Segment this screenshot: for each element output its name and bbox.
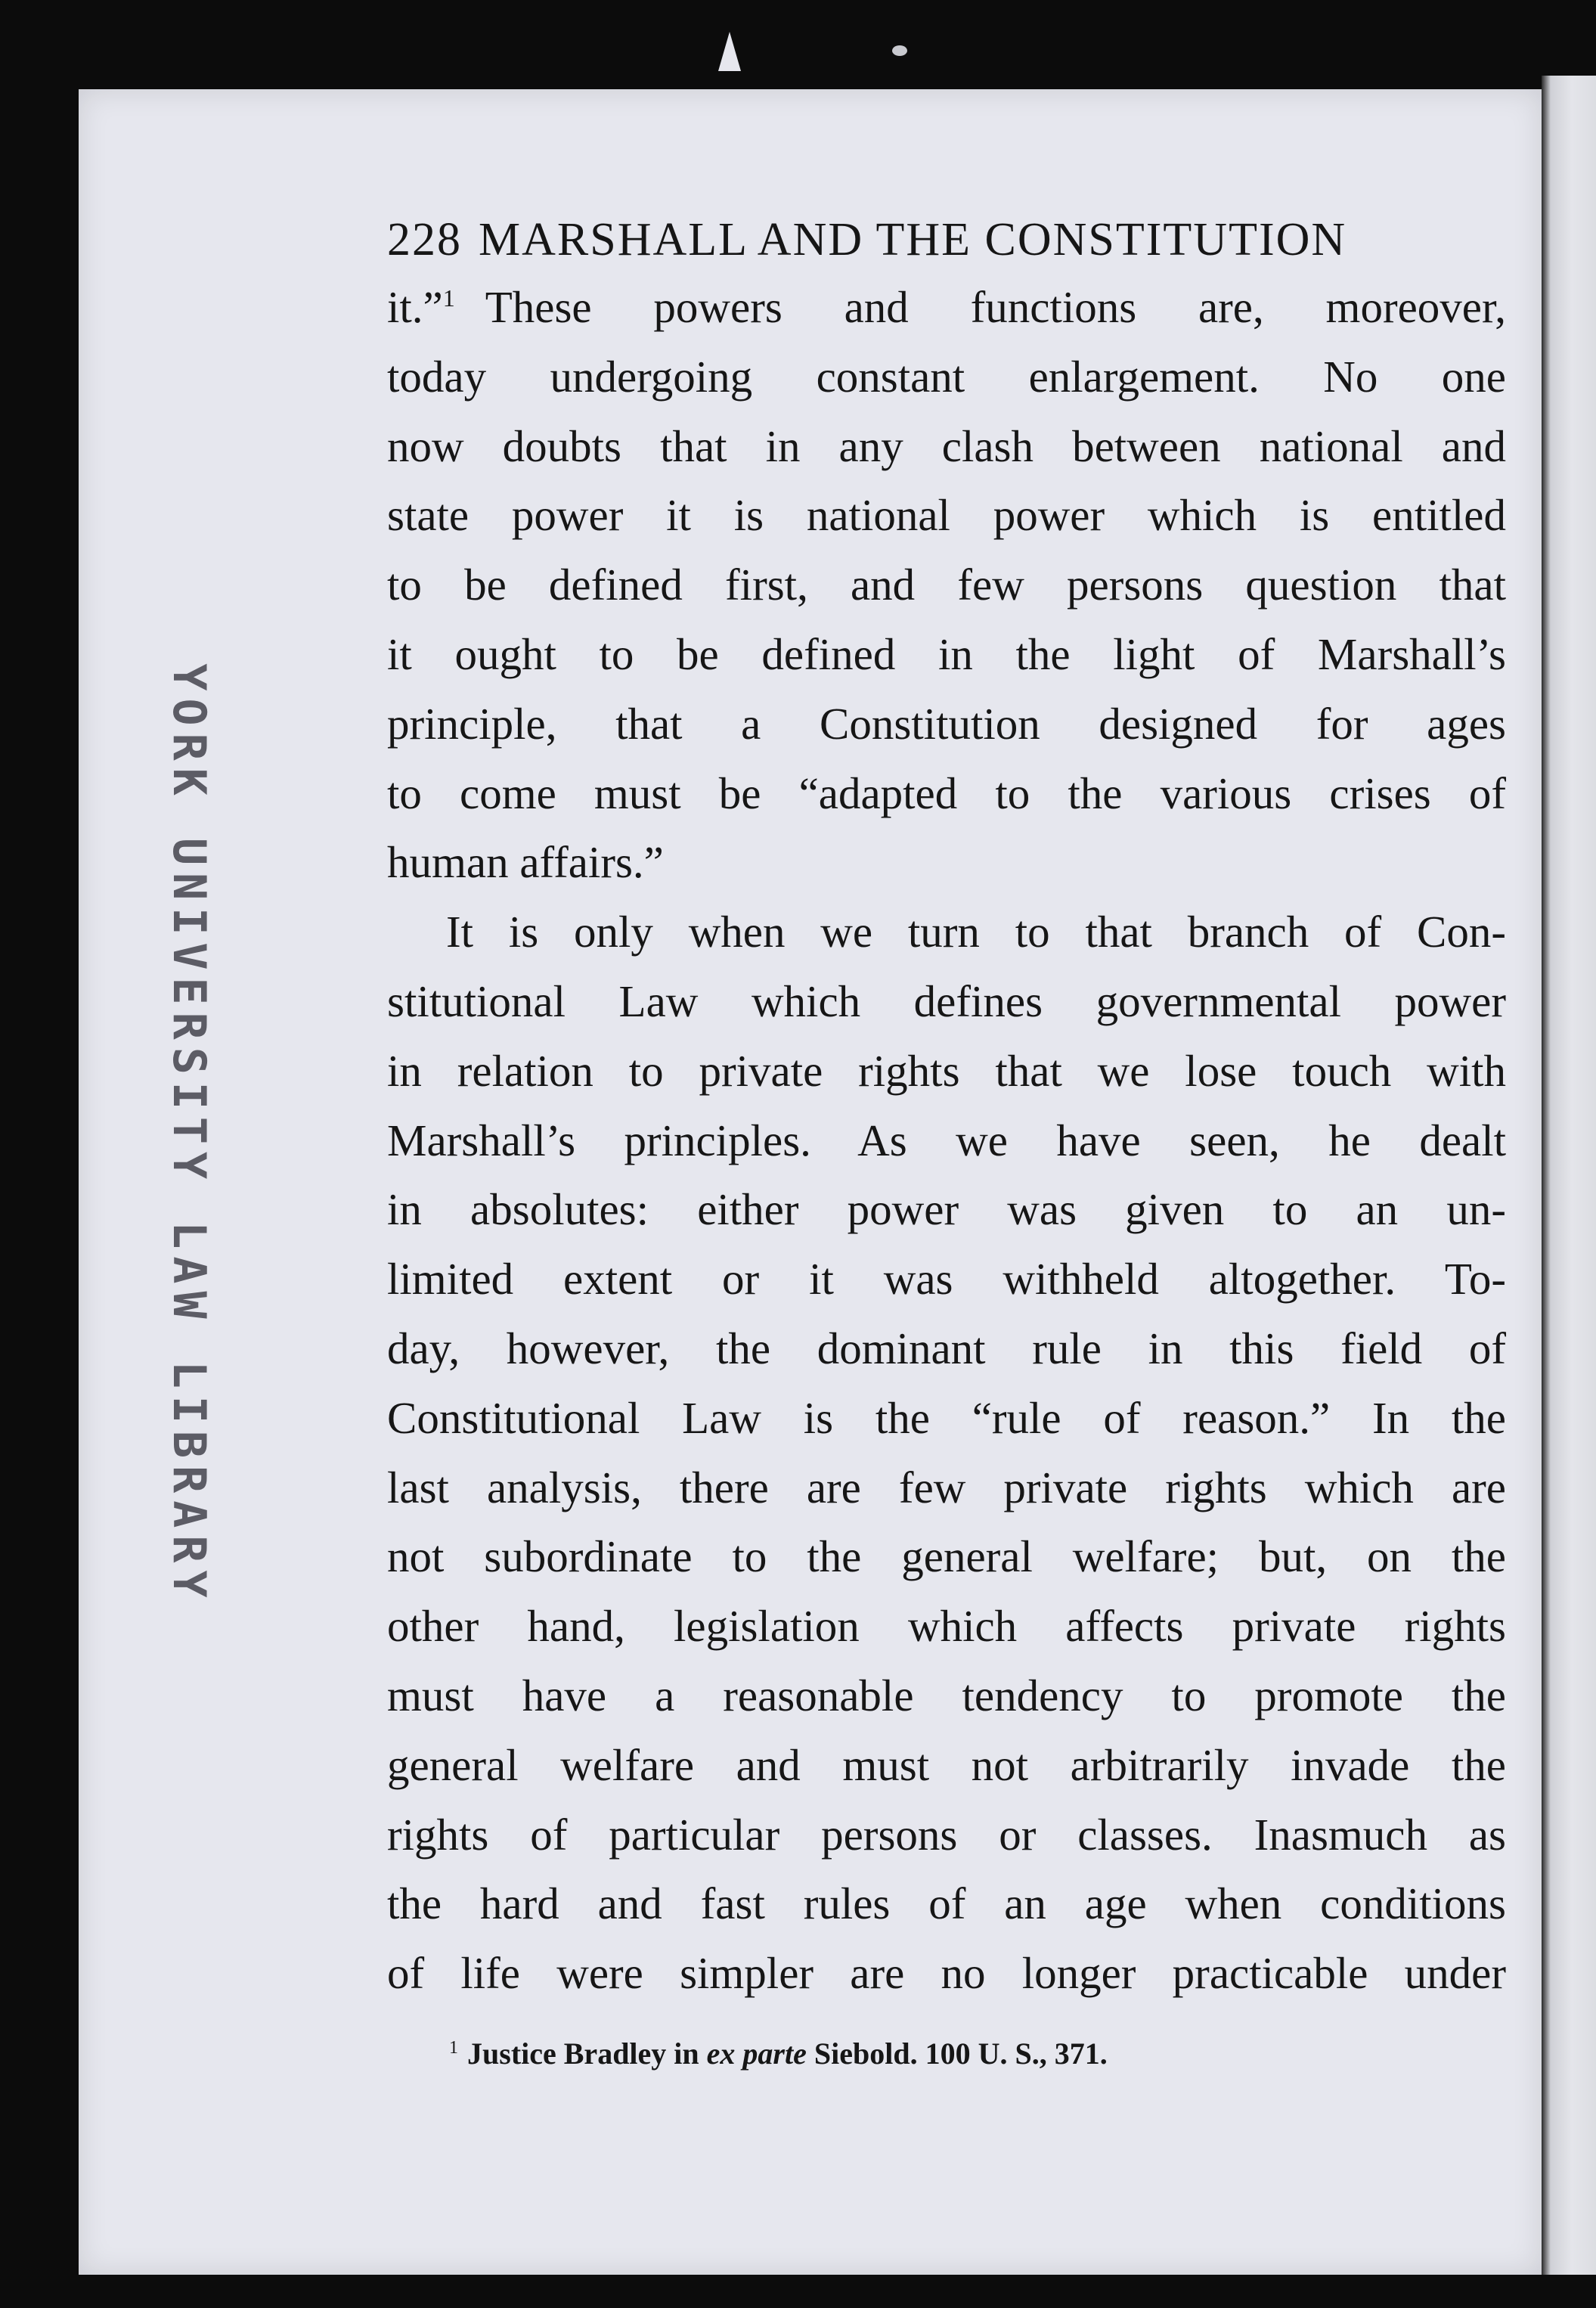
- library-stamp: YORK UNIVERSITY LAW LIBRARY: [163, 663, 215, 1605]
- text-line: limited extent or it was withheld altogether. To-: [387, 1254, 1506, 1304]
- footnote-italic: ex parte: [706, 2036, 807, 2071]
- footnote-reference: 1: [442, 284, 455, 312]
- text-line: in relation to private rights that we lose touch with: [387, 1045, 1506, 1096]
- text-line: [387, 273, 1506, 343]
- running-head: [387, 213, 1506, 267]
- text-line: Marshall’s principles. As we have seen, he dealt: [387, 1115, 1506, 1165]
- text-line: state power it is national power which is entitled: [387, 490, 1506, 541]
- line-fragment: These powers and functions are, moreover,: [485, 282, 1506, 332]
- page-text: [387, 213, 1506, 2071]
- scan-artifact: [718, 32, 741, 71]
- text-line: other hand, legislation which affects private rights: [387, 1601, 1506, 1652]
- text-line: the hard and fast rules of an age when conditions: [387, 1878, 1506, 1929]
- footnote-text-start: Justice Bradley in: [467, 2036, 699, 2071]
- text-line: of life were simpler are no longer practicable under: [387, 1948, 1506, 1999]
- text-line: it ought to be defined in the light of Marshall’s: [387, 628, 1506, 679]
- page-number: 228: [387, 214, 462, 265]
- text-line: human affairs.”: [387, 837, 664, 888]
- text-line: Constitutional Law is the “rule of reason.” In the: [387, 1392, 1506, 1443]
- text-line: general welfare and must not arbitrarily invade the: [387, 1739, 1506, 1790]
- text-line: It is only when we turn to that branch of Con-: [446, 907, 1506, 957]
- line-fragment: it.”: [387, 282, 443, 332]
- page-binding-edge: [1542, 76, 1596, 2308]
- text-line: not subordinate to the general welfare; but, on the: [387, 1531, 1506, 1582]
- body-text: [387, 273, 1506, 2009]
- text-line: rights of particular persons or classes. Inasmuch as: [387, 1809, 1506, 1860]
- text-line: to come must be “adapted to the various crises of: [387, 768, 1506, 818]
- footnote-mark: 1: [449, 2037, 458, 2058]
- text-line: must have a reasonable tendency to promote the: [387, 1670, 1506, 1720]
- footnote: [387, 2036, 1506, 2071]
- bottom-scan-border: [0, 2275, 1596, 2308]
- text-line: to be defined first, and few persons question that: [387, 560, 1506, 610]
- text-line: principle, that a Constitution designed for ages: [387, 698, 1506, 749]
- running-head-title: MARSHALL AND THE CONSTITUTION: [479, 214, 1347, 265]
- text-line: stitutional Law which defines governmental power: [387, 976, 1506, 1026]
- scan-artifact: [892, 45, 907, 56]
- text-line: in absolutes: either power was given to an un-: [387, 1184, 1506, 1235]
- text-line: now doubts that in any clash between national and: [387, 420, 1506, 471]
- text-line: today undergoing constant enlargement. No one: [387, 351, 1506, 402]
- text-line: day, however, the dominant rule in this field of: [387, 1323, 1506, 1373]
- text-line: last analysis, there are few private rights which are: [387, 1462, 1506, 1512]
- footnote-text-end: Siebold. 100 U. S., 371.: [813, 2036, 1108, 2071]
